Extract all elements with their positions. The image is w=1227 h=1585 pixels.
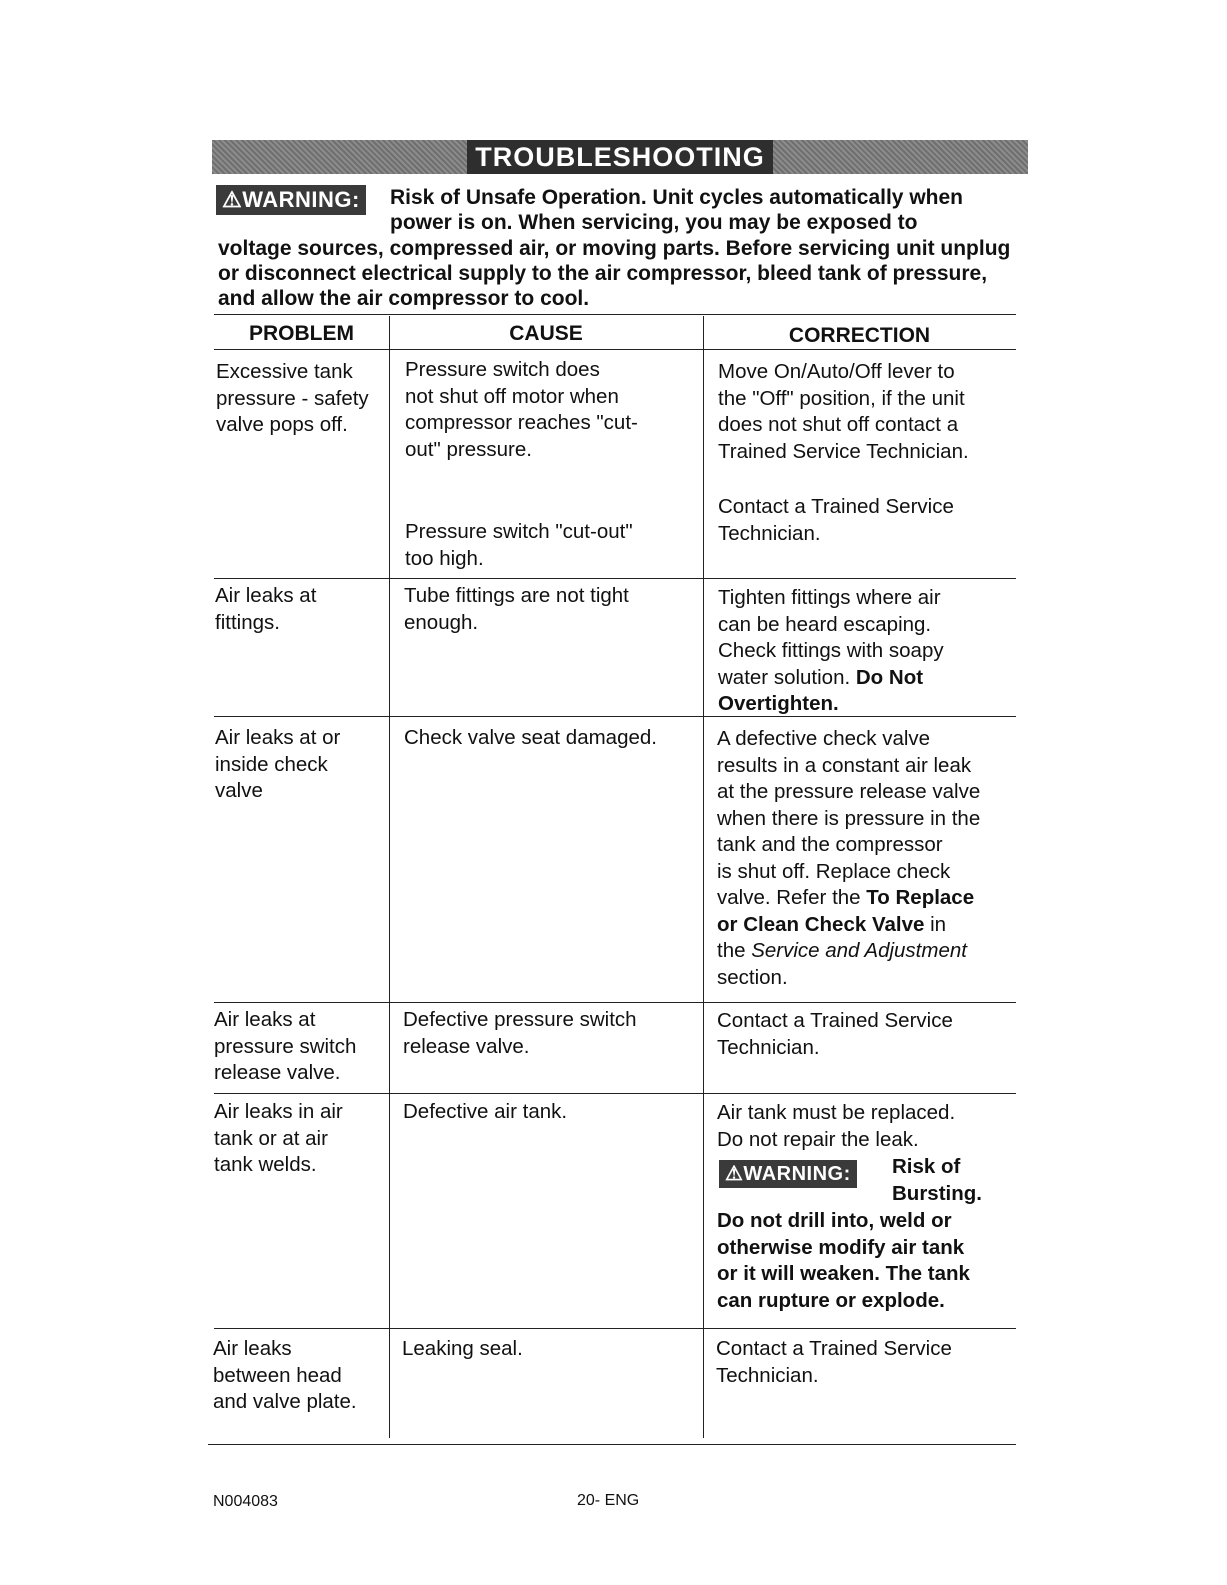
correction-cell: Contact a Trained Service Technician. [716, 1337, 952, 1387]
problem-cell: Air leaks at pressure switch release valve. [214, 1008, 357, 1084]
column-header-correction: CORRECTION [788, 324, 931, 347]
correction-cell: Contact a Trained Service Technician. [718, 495, 954, 545]
row-divider [214, 578, 1016, 579]
document-code: N004083 [213, 1493, 278, 1510]
section-reference: To Replace or Clean Check Valve [717, 886, 975, 936]
title-banner [212, 140, 1028, 174]
correction-cell: Contact a Trained Service Technician. [717, 1009, 953, 1059]
column-header-cause: CAUSE [509, 322, 583, 345]
row-divider [214, 1002, 1016, 1003]
warning-badge: ⚠WARNING: [216, 185, 366, 215]
cause-cell: Defective pressure switch release valve. [403, 1008, 637, 1058]
warning-text-rest: voltage sources, compressed air, or moving parts. Before servicing unit unplug or disconnect electrical supply to the air compressor, bleed tank of pressure, and allow the air compressor to cool. [218, 237, 1011, 310]
section-name: Service and Adjustment [751, 939, 967, 962]
column-header-problem: PROBLEM [249, 322, 354, 345]
correction-text: Tighten fittings where air can be heard escaping. Check fittings with soapy water solution. [718, 586, 944, 689]
problem-cell: Air leaks in air tank or at air tank welds. [214, 1100, 343, 1176]
header-rule [214, 349, 1016, 350]
column-divider [703, 316, 704, 1438]
cause-cell: Check valve seat damaged. [404, 726, 657, 749]
correction-cell: Air tank must be replaced. Do not repair the leak. [717, 1101, 956, 1151]
warning-title: Risk of Bursting. [892, 1155, 982, 1205]
column-divider [389, 316, 390, 1438]
cause-cell: Pressure switch does not shut off motor when compressor reaches "cut- out" pressure. [405, 358, 638, 461]
problem-cell: Air leaks at or inside check valve [215, 726, 341, 802]
table-bottom-rule [208, 1444, 1016, 1445]
correction-text: A defective check valve results in a constant air leak at the pressure release valve when there is pressure in the tank and the compressor is shut off. Replace check valve. Refer the [717, 727, 981, 909]
cause-cell: Pressure switch "cut-out" too high. [405, 520, 633, 570]
problem-cell: Air leaks between head and valve plate. [213, 1337, 357, 1413]
problem-cell: Air leaks at fittings. [215, 584, 317, 634]
page-title: TROUBLESHOOTING [467, 140, 773, 174]
warning-text-first: Risk of Unsafe Operation. Unit cycles automatically when power is on. When servicing, you may be exposed to [390, 186, 963, 234]
table-top-rule [214, 314, 1016, 315]
correction-text: in the [717, 912, 947, 962]
row-divider [214, 1328, 1016, 1329]
row-divider [214, 1093, 1016, 1094]
correction-cell: Move On/Auto/Off lever to the "Off" position, if the unit does not shut off contact a Trained Service Technician. [718, 360, 969, 463]
warning-badge: ⚠WARNING: [719, 1160, 857, 1188]
correction-cell [718, 585, 944, 718]
cause-cell: Defective air tank. [403, 1100, 568, 1123]
cause-cell: Tube fittings are not tight enough. [404, 584, 629, 634]
problem-cell: Excessive tank pressure - safety valve pops off. [216, 360, 369, 436]
correction-emphasis: Do Not Overtighten. [718, 665, 924, 715]
correction-cell [717, 726, 980, 991]
page-number: 20- ENG [577, 1492, 640, 1509]
correction-text: section. [717, 965, 788, 989]
cause-cell: Leaking seal. [402, 1337, 523, 1360]
warning-text: Do not drill into, weld or otherwise modify air tank or it will weaken. The tank can rupture or explode. [717, 1209, 970, 1312]
